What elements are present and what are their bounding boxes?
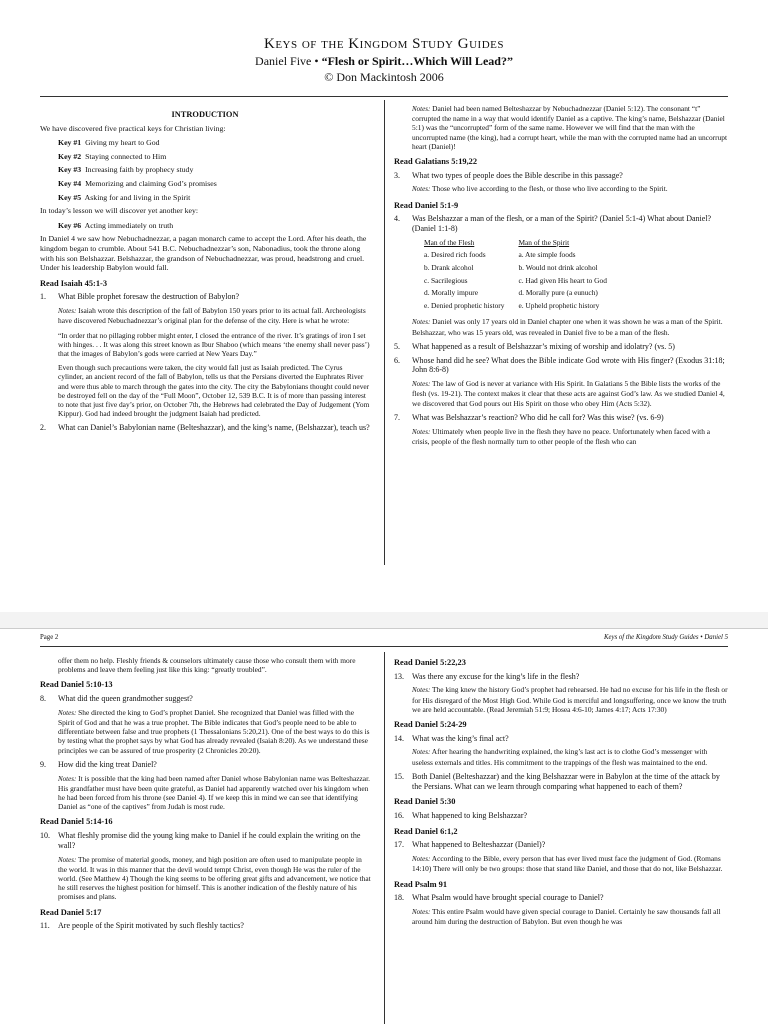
question-text: Both Daniel (Belteshazzar) and the king Belshazzar were in Babylon at the time of the attack by the Persians. What can we learn through comparing what happened to each of them? <box>412 771 720 791</box>
answer-7-continued: offer them no help. Fleshly friends & counselors ultimately cause those who consult them with more problems and leave them feeling just like this king: “greatly troubled”. <box>58 656 356 675</box>
question-number: 3. <box>394 170 400 180</box>
question-text: Whose hand did he see? What does the Bible indicate God wrote with His finger? (Exodus 31:18; John 8:6-8) <box>412 355 725 375</box>
answer-text: Those who live according to the flesh, or those who live according to the Spirit. <box>432 184 668 194</box>
question-text: What happened to Belteshazzar (Daniel)? <box>412 840 546 850</box>
question-number: 9. <box>40 759 46 769</box>
document-header <box>0 36 768 85</box>
page2-left-column <box>40 656 372 1024</box>
page1-right-column <box>394 104 728 451</box>
notes-label: Notes: <box>412 686 431 695</box>
notes-label: Notes: <box>412 185 431 194</box>
question-text: What Bible prophet foresaw the destruction of Babylon? <box>58 292 240 302</box>
question-number: 16. <box>394 810 404 820</box>
key-label: Key #1 <box>58 138 82 148</box>
notes-label: Notes: <box>412 748 431 757</box>
answer-text: The king knew the history God’s prophet had rehearsed. He had no excuse for his life in the flesh or for His disregard of the Most High God. While God is merciful and longsuffering, once we know the truth we are held accountable. (Read Jeremiah 51:9; Hosea 4:6-10; James 4:17; Acts 17:30) <box>412 685 728 714</box>
nebuchadnezzar-quote: “In order that no pillaging robber might enter, I closed the entrance of the river. It’s gratings of iron I set with hinges. . . It was along this street known as Ibur Shaboo (which means ‘the enemy shall never pass’) that the images of Babylon’s gods were carried at New Years Day.” <box>58 330 370 358</box>
answer-3 <box>412 184 728 194</box>
question-text: Was Belshazzar a man of the flesh, or a man of the Spirit? (Daniel 5:1-4) What about Daniel? (Daniel 1:1-8) <box>412 214 712 233</box>
key-item <box>58 193 370 203</box>
question-text: What two types of people does the Bible describe in this passage? <box>412 170 623 180</box>
column-header: Man of the Flesh <box>424 237 475 247</box>
question-text: What happened to king Belshazzar? <box>412 810 528 820</box>
table-cell: c. Had given His heart to God <box>518 275 607 285</box>
answer-2 <box>412 104 728 151</box>
reading-heading: Read Daniel 6:1,2 <box>394 826 458 836</box>
answer-text: Daniel had been named Belteshazzar by Nebuchadnezzar (Daniel 5:12). The consonant “t” corrupted the name in a way that would identify Daniel as a captive. The king’s name, Belshazzar (Daniel 5:1) was the “uncorrupted” form of the same name. However we will find that the man with the uncorrupted name (the king), had a corrupt heart, while the man with the corrupted name had an uncorrupt heart (Daniel)! <box>412 104 728 151</box>
key-label: Key #5 <box>58 192 82 202</box>
question-17 <box>394 840 728 850</box>
question-text: What did the queen grandmother suggest? <box>58 694 193 703</box>
table-header-row <box>424 238 621 251</box>
key-item <box>58 165 370 175</box>
question-4 <box>394 214 728 234</box>
page2-right-column <box>394 656 728 1024</box>
running-chapter: Daniel 5 <box>704 634 728 641</box>
answer-8 <box>58 708 372 755</box>
question-number: 5. <box>394 341 400 351</box>
page1-left-column <box>40 104 370 437</box>
notes-label: Notes: <box>412 855 431 864</box>
question-number: 2. <box>40 423 46 433</box>
notes-label: Notes: <box>412 105 431 113</box>
table-cell: e. Denied prophetic history <box>424 300 505 310</box>
answer-text: According to the Bible, every person that has ever lived must face the judgment of God. (Romans 14:10) There will only be two groups: those that stand like Daniel, and those that do not, like Belshazzar. <box>412 854 723 874</box>
reading-heading: Read Psalm 91 <box>394 879 448 889</box>
subtitle-prefix: Daniel Five <box>255 54 312 68</box>
question-number: 14. <box>394 733 404 743</box>
key-text: Memorizing and claiming God’s promises <box>85 178 217 188</box>
question-number: 18. <box>394 893 404 903</box>
answer-17 <box>412 854 728 873</box>
question-8 <box>40 694 372 704</box>
answer-text: It is possible that the king had been named after Daniel whose Babylonian name was Belteshazzar. His grandfather must have been quite grateful, as Daniel had apparently watched over his kingdom when he had been forced from his throne (see Daniel 4). If we keep this in mind we can see that identifying Daniel as “one of the captives” from Judah is most rude. <box>58 773 370 812</box>
question-number: 11. <box>40 921 50 931</box>
table-cell: a. Desired rich foods <box>424 250 486 260</box>
copyright-line: © Don Mackintosh 2006 <box>324 70 444 84</box>
table-cell: b. Would not drink alcohol <box>518 262 598 272</box>
key-text: Giving my heart to God <box>85 138 160 148</box>
key-text: Staying connected to Him <box>85 151 167 161</box>
question-number: 4. <box>394 214 400 224</box>
flesh-spirit-table <box>424 238 621 314</box>
reading-heading: Read Galatians 5:19,22 <box>394 157 478 167</box>
question-11 <box>40 921 372 931</box>
answer-4 <box>412 317 728 336</box>
answer-6 <box>412 379 728 408</box>
question-text: What was Belshazzar’s reaction? Who did he call for? Was this wise? (vs. 6-9) <box>412 412 664 422</box>
answer-text: Daniel was only 17 years old in Daniel chapter one when it was shown he was a man of the Spirit. Belshazzar, who was 15 years old, was revealed in Daniel five to be a man of the flesh. <box>412 317 723 337</box>
table-cell: d. Morally impure <box>424 288 478 298</box>
answer-text: The law of God is never at variance with His Spirit. In Galatians 5 the Bible lists the works of the flesh (vs. 19-21). The context makes it clear that these acts are against God’s law. As we studied Daniel 4, we discovered that God pours out His Spirit on those who obey Him (Acts 5:32). <box>412 379 725 408</box>
question-3 <box>394 171 728 181</box>
question-number: 17. <box>394 840 404 850</box>
key-item <box>58 152 370 162</box>
intro-heading: INTRODUCTION <box>171 110 239 119</box>
key-text: Increasing faith by prophecy study <box>85 165 194 175</box>
notes-label: Notes: <box>412 427 431 436</box>
question-15 <box>394 772 728 792</box>
answer-text: The promise of material goods, money, and high position are often used to manipulate people in the world. It was in this manner that the devil would tempt Christ, even though He was the ruler of the world. (See Matthew 4) Though the king seems to be offering great gifts and advancement, we notice that he still reserves the highest position for himself. This is another indication of the fleshly nature of his promises and plans. <box>58 854 371 902</box>
question-7 <box>394 413 728 423</box>
table-cell: c. Sacrilegious <box>424 275 468 285</box>
question-number: 7. <box>394 412 400 422</box>
question-number: 15. <box>394 771 404 781</box>
header-rule <box>40 96 728 97</box>
notes-label: Notes: <box>412 907 431 916</box>
question-number: 10. <box>40 831 50 841</box>
reading-heading: Read Daniel 5:17 <box>40 907 102 917</box>
table-cell: e. Upheld prophetic history <box>518 300 600 310</box>
intro-lead: We have discovered five practical keys for Christian living: <box>40 123 226 133</box>
answer-14 <box>412 747 728 766</box>
key-label: Key #6 <box>58 220 82 230</box>
table-row <box>424 301 621 314</box>
key-label: Key #2 <box>58 151 82 161</box>
question-number: 1. <box>40 292 46 302</box>
notes-label: Notes: <box>58 774 77 783</box>
question-text: What happened as a result of Belshazzar’s mixing of worship and idolatry? (vs. 5) <box>412 341 675 351</box>
lesson-subtitle <box>0 54 768 69</box>
intro-paragraph: In Daniel 4 we saw how Nebuchadnezzar, a pagan monarch came to accept the Lord. After his death, the kingdom began to crumble. About 541 B.C. Nebuchadnezzar’s son, Nabonadius, took the throne along with his son Belshazzar. Belshazzar, the grandson of Nebuchadnezzar, was proud, headstrong and cruel. Under his leadership Babylon would fall. <box>40 234 367 273</box>
question-9 <box>40 760 372 770</box>
table-cell: a. Ate simple foods <box>518 250 576 260</box>
question-number: 13. <box>394 671 404 681</box>
answer-text: Ultimately when people live in the flesh they have no peace. Unfortunately when faced with a crisis, people of the flesh normally turn to other people of the flesh who can <box>412 426 711 446</box>
reading-heading: Read Daniel 5:10-13 <box>40 680 113 690</box>
key-item <box>58 138 370 148</box>
question-number: 6. <box>394 355 400 365</box>
answer-18 <box>412 907 728 926</box>
question-2 <box>40 423 370 433</box>
notes-label: Notes: <box>412 380 431 389</box>
answer-9 <box>58 774 372 812</box>
table-row <box>424 288 621 301</box>
table-row <box>424 250 621 263</box>
key-label: Key #3 <box>58 165 82 175</box>
key-text: Acting immediately on truth <box>84 220 174 230</box>
guide-title: Keys of the Kingdom Study Guides <box>264 36 504 52</box>
question-5 <box>394 342 728 352</box>
question-text: Was there any excuse for the king’s life in the flesh? <box>412 671 580 681</box>
notes-label: Notes: <box>412 318 431 327</box>
table-cell: d. Morally pure (a eunuch) <box>518 288 598 298</box>
question-13 <box>394 672 728 682</box>
answer-7 <box>412 427 728 446</box>
question-text: What was the king’s final act? <box>412 733 509 743</box>
notes-label: Notes: <box>58 708 77 717</box>
reading-heading: Read Daniel 5:30 <box>394 797 456 807</box>
running-header <box>604 634 728 641</box>
running-separator: • <box>700 634 703 641</box>
answer-text: This entire Psalm would have given special courage to Daniel. Certainly he saw thousands fall all around him during the destruction of Babylon. But even though he was <box>412 906 721 927</box>
answer-10 <box>58 855 372 902</box>
column-header: Man of the Spirit <box>518 237 570 247</box>
page-gap <box>0 612 768 628</box>
key-label: Key #4 <box>58 178 82 188</box>
table-row <box>424 276 621 289</box>
running-title: Keys of the Kingdom Study Guides <box>604 634 699 641</box>
question-16 <box>394 811 728 821</box>
notes-label: Notes: <box>58 307 77 316</box>
reading-heading: Read Daniel 5:22,23 <box>394 658 466 667</box>
question-text: What fleshly promise did the young king make to Daniel if he could explain the writing on the wall? <box>58 831 361 850</box>
bullet-separator: • <box>314 54 319 68</box>
question-text: Are people of the Spirit motivated by such fleshly tactics? <box>58 921 244 931</box>
subtitle-quote: “Flesh or Spirit…Which Will Lead?” <box>321 54 513 68</box>
table-cell: b. Drank alcohol <box>424 262 474 272</box>
question-10 <box>40 831 372 851</box>
question-text: How did the king treat Daniel? <box>58 759 157 769</box>
answer-text: After hearing the handwriting explained, the king’s last act is to clothe God’s messenger with useless externals and titles. His commitment to the trappings of the flesh was maintained to the end. <box>412 747 708 767</box>
table-row <box>424 263 621 276</box>
page-number: Page 2 <box>40 634 59 641</box>
answer-13 <box>412 685 728 714</box>
answer-1-continued: Even though such precautions were taken, the city would fall just as Isaiah predicted. The Cyrus cylinder, an ancient record of the fall of Babylon, tells us that the Persians diverted the Euphrates River and were thus able to march through the gates into the city. The city the Babylonians thought could never be destroyed fell on the day of the “Full Moon”, October 12, 539 B.C. It is of more than passing interest to note that just five day’s prior, on October 7th, the Hebrews had celebrated the Day of Judgement (Yom Kippur). God had indeed brought the judgment Isaiah had predicted. <box>58 363 370 419</box>
question-text: What Psalm would have brought special courage to Daniel? <box>412 893 604 903</box>
key-six <box>58 221 370 231</box>
reading-heading: Read Daniel 5:1-9 <box>394 200 459 210</box>
question-text: What can Daniel’s Babylonian name (Belteshazzar), and the king’s name, (Belshazzar), teach us? <box>58 423 370 433</box>
answer-text: She directed the king to God’s prophet Daniel. She recognized that Daniel was filled with the Spirit of God and that he was a true prophet. The Bible indicates that God’s people need to be able to differentiate between false and true prophets (1 Thessalonians 5:20,21). One of the best ways to do this is by testing what the prophet says by what God has already revealed (Isaiah 8:20). As we understand these principles we can be assured of true prosperity (2 Chronicles 20:20). <box>58 707 370 755</box>
answer-1 <box>58 306 370 325</box>
question-1 <box>40 292 370 302</box>
reading-heading: Read Isaiah 45:1-3 <box>40 278 108 288</box>
page2-header-rule <box>40 646 728 647</box>
question-18 <box>394 893 728 903</box>
column-divider <box>384 100 385 565</box>
lesson-line: In today’s lesson we will discover yet another key: <box>40 206 199 216</box>
question-14 <box>394 734 728 744</box>
notes-label: Notes: <box>58 855 77 864</box>
key-text: Asking for and living in the Spirit <box>84 192 191 202</box>
question-6 <box>394 356 728 376</box>
column-divider <box>384 652 385 1024</box>
answer-text: Isaiah wrote this description of the fall of Babylon 150 years prior to its actual fall. Archeologists have discovered Nebuchadnezzar’s original plan for the defense of the city. Here is what he wrote: <box>58 306 366 326</box>
reading-heading: Read Daniel 5:14-16 <box>40 817 113 827</box>
reading-heading: Read Daniel 5:24-29 <box>394 720 467 729</box>
key-item <box>58 179 370 189</box>
question-number: 8. <box>40 694 46 703</box>
